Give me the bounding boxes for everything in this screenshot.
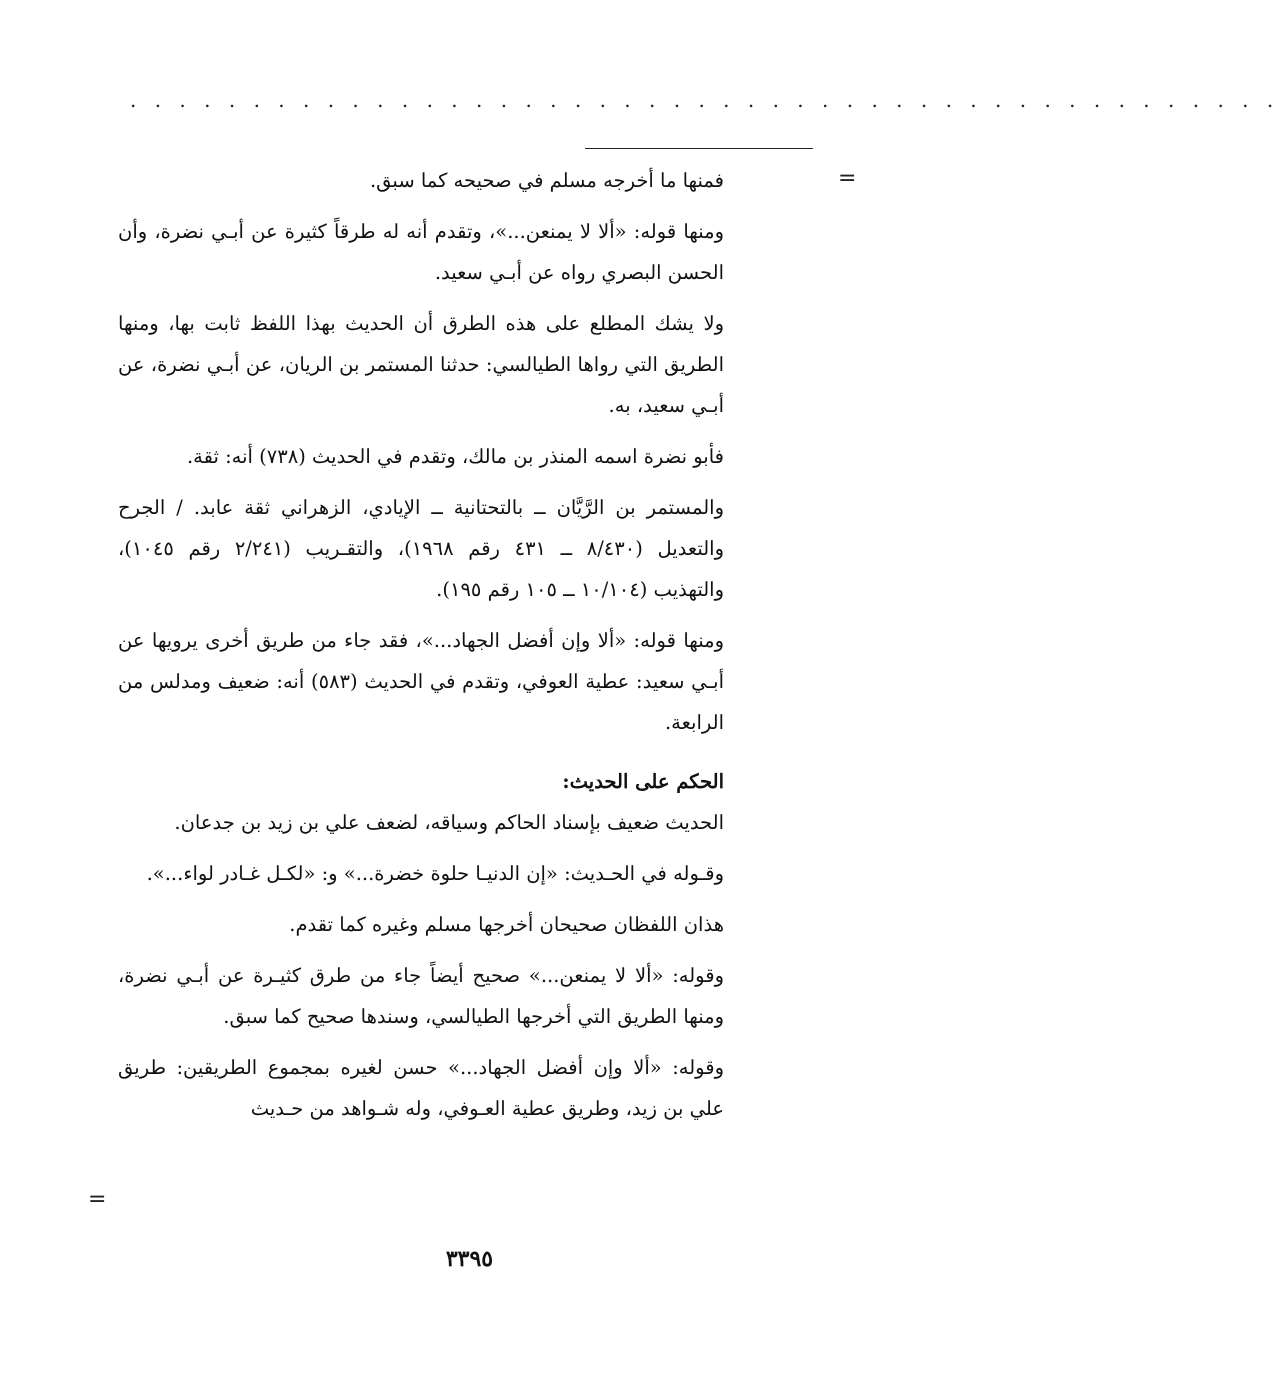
paragraph: ومنها قوله: «ألا وإن أفضل الجهاد...»، فقد جاء من طريق أخرى يرويها عن أبـي سعيد: عطية العوفي، وتقدم في الحديث (٥٨٣) أنه: ضعيف ومدلس من الرابعة. [118, 629, 724, 734]
paragraph: ومنها قوله: «ألا لا يمنعن...»، وتقدم أنه له طرقاً كثيرة عن أبـي نضرة، وأن الحسن البصري رواه عن أبـي سعيد. [118, 220, 724, 284]
header-dotted-line: . . . . . . . . . . . . . . . . . . . . . . . . . . . . . . . . . . . . . . . . . . . . . . . [130, 88, 1279, 112]
footnote-separator-rule [585, 148, 813, 149]
paragraph: الحديث ضعيف بإسناد الحاكم وسياقه، لضعف علي بن زيد بن جدعان. [174, 811, 724, 834]
paragraph: فأبو نضرة اسمه المنذر بن مالك، وتقدم في الحديث (٧٣٨) أنه: ثقة. [186, 445, 724, 468]
paragraph: فمنها ما أخرجه مسلم في صحيحه كما سبق. [369, 169, 724, 192]
paragraph: هذان اللفظان صحيحان أخرجها مسلم وغيره كما تقدم. [289, 913, 724, 936]
paragraph: وقـوله في الحـديث: «إن الدنيـا حلوة خضرة...» و: «لكـل غـادر لواء...». [146, 862, 724, 885]
paragraph: وقوله: «ألا لا يمنعن...» صحيح أيضاً جاء من طرق كثيـرة عن أبـي نضرة، ومنها الطريق التي أخرجها الطيالسي، وسندها صحيح كما سبق. [118, 964, 724, 1028]
paragraph: ولا يشك المطلع على هذه الطرق أن الحديث بهذا اللفظ ثابت بها، ومنها الطريق التي رواها الطيالسي: حدثنا المستمر بن الريان، عن أبـي نضرة، عن أبـي سعيد، به. [118, 312, 724, 417]
page-number: ٣٣٩٥ [445, 1246, 494, 1272]
paragraph: وقوله: «ألا وإن أفضل الجهاد...» حسن لغيره بمجموع الطريقين: طريق علي بن زيد، وطريق عطية العـوفي، وله شـواهد من حـديث [118, 1056, 724, 1120]
section-heading: الحكم على الحديث: [562, 770, 724, 793]
paragraph: والمستمر بن الرَّيَّان ــ بالتحتانية ــ الإيادي، الزهراني ثقة عابد. / الجرح والتعديل (٨/٤٣٠ ــ ٤٣١ رقم ١٩٦٨)، والتقـريب (٢/٢٤١ رقم ١٠٤٥)، والتهذيب (١٠/١٠٤ ــ ١٠٥ رقم ١٩٥). [118, 496, 724, 601]
continuation-mark-top: = [838, 166, 857, 191]
continuation-mark-bottom: = [88, 1187, 107, 1212]
main-text [118, 160, 724, 1139]
